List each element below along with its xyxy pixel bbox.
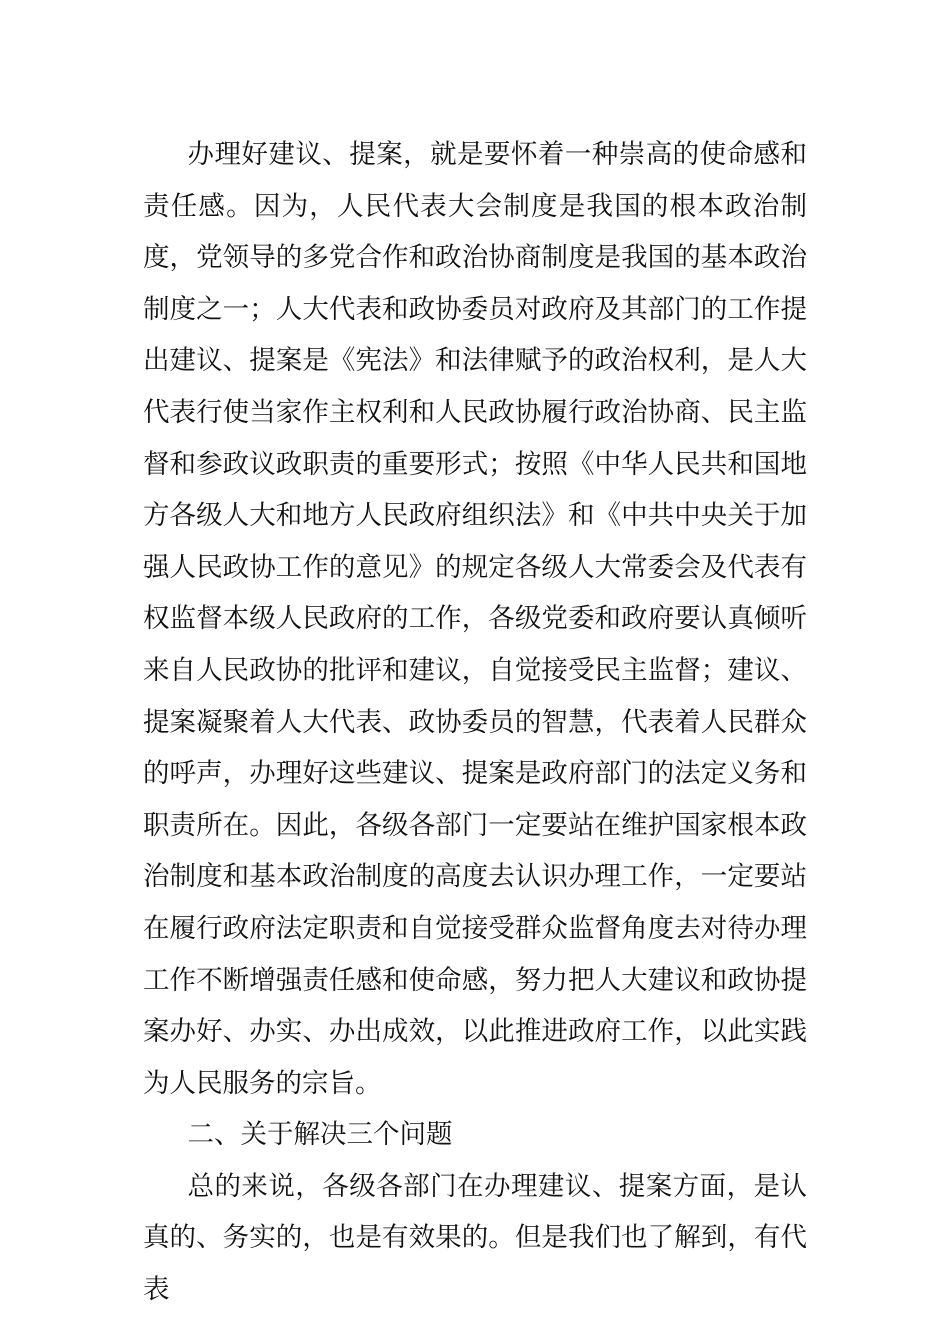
body-paragraph: 办理好建议、提案，就是要怀着一种崇高的使命感和责任感。因为，人民代表大会制度是我国的根本政治制度，党领导的多党合作和政治协商制度是我国的基本政治制度之一；人大代表和政协委员对政府及其部门的工作提出建议、提案是《宪法》和法律赋予的政治权利，是人大代表行使当家作主权利和人民政协履行政治协商、民主监督和参政议政职责的重要形式；按照《中华人民共和国地方各级人大和地方人民政府组织法》和《中共中央关于加强人民政协工作的意见》的规定各级人大常委会及代表有权监督本级人民政府的工作，各级党委和政府要认真倾听来自人民政协的批评和建议，自觉接受民主监督；建议、提案凝聚着人大代表、政协委员的智慧，代表着人民群众的呼声，办理好这些建议、提案是政府部门的法定义务和职责所在。因此，各级各部门一定要站在维护国家根本政治制度和基本政治制度的高度去认识办理工作，一定要站在履行政府法定职责和自觉接受群众监督角度去对待办理工作不断增强责任感和使命感，努力把人大建议和政协提案办好、办实、办出成效，以此推进政府工作，以此实践为人民服务的宗旨。 [143, 139, 807, 1099]
section-heading: 二、关于解决三个问题 [187, 1119, 453, 1151]
document-body [143, 129, 807, 1316]
body-paragraph: 总的来说，各级各部门在办理建议、提案方面，是认真的、务实的，也是有效果的。但是我们也了解到，有代表 [143, 1170, 807, 1306]
